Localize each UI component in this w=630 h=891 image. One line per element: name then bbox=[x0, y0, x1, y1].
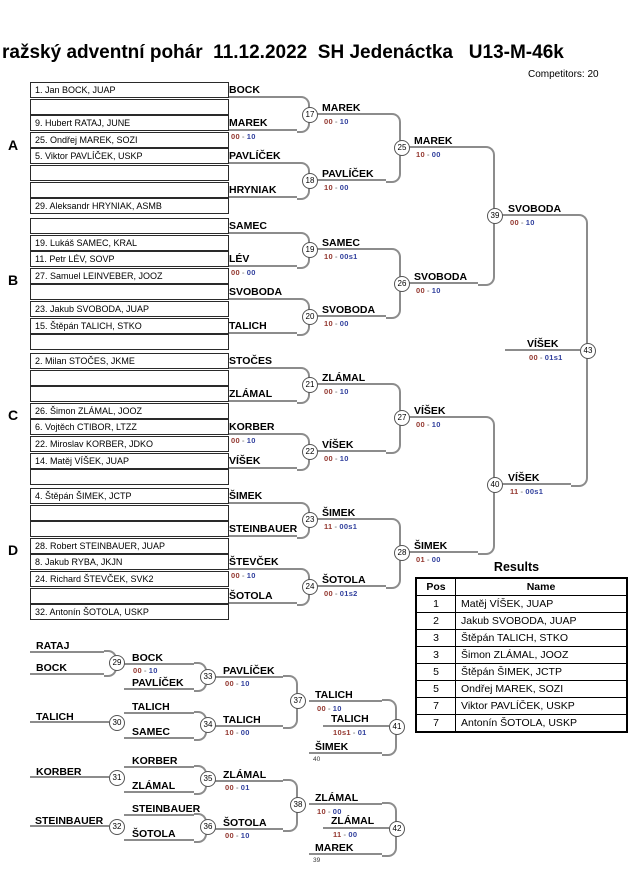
entry-box: 28. Robert STEINBAUER, JUAP bbox=[30, 538, 229, 554]
connector-line bbox=[225, 129, 297, 131]
r1-name: ZLÁMAL bbox=[229, 388, 273, 400]
match-18-winner: PAVLÍČEK bbox=[322, 168, 374, 180]
lb-entry: BOCK bbox=[36, 662, 67, 674]
lb-entry: RATAJ bbox=[36, 640, 70, 652]
match-23-score: 11 - 00s1 bbox=[324, 522, 358, 531]
match-37-score: 00 - 10 bbox=[317, 704, 342, 713]
connector-line bbox=[225, 568, 297, 570]
r1-name: PAVLÍČEK bbox=[229, 150, 281, 162]
r1-score: 00 - 10 bbox=[231, 571, 256, 580]
entry-box bbox=[30, 99, 229, 115]
entry-box bbox=[30, 521, 229, 537]
page-title: ražský adventní pohár 11.12.2022 SH Jedenáctka U13-M-46k bbox=[2, 42, 564, 63]
connector-line bbox=[225, 298, 297, 300]
section-label-a: A bbox=[8, 137, 19, 153]
match-34-circle: 34 bbox=[200, 717, 216, 733]
match-27-winner: VÍŠEK bbox=[414, 405, 446, 417]
entry-box bbox=[30, 334, 229, 350]
connector-elbow bbox=[571, 214, 588, 353]
results-row: 1 Matěj VÍŠEK, JUAP bbox=[416, 596, 627, 613]
entry-box: 6. Vojtěch CTIBOR, LTZZ bbox=[30, 419, 229, 435]
match-19-score: 10 - 00s1 bbox=[324, 252, 358, 261]
match-26-winner: SVOBODA bbox=[414, 271, 468, 283]
results-row: 5 Ondřej MAREK, SOZI bbox=[416, 681, 627, 698]
match-23-circle: 23 bbox=[302, 512, 318, 528]
match-31-winner: KORBER bbox=[132, 755, 178, 767]
entry-box: 23. Jakub SVOBODA, JUAP bbox=[30, 301, 229, 317]
feed-ref: 39 bbox=[313, 857, 321, 864]
match-22-score: 00 - 10 bbox=[324, 454, 349, 463]
match-33-score: 00 - 10 bbox=[225, 679, 250, 688]
match-35-win-label: ZLÁMAL bbox=[223, 769, 267, 781]
match-43-winner: VÍŠEK bbox=[527, 338, 559, 350]
match-23-winner: ŠIMEK bbox=[322, 507, 356, 519]
entry-box: 5. Viktor PAVLÍČEK, USKP bbox=[30, 148, 229, 164]
results-row: 2 Jakub SVOBODA, JUAP bbox=[416, 613, 627, 630]
match-38-circle: 38 bbox=[290, 797, 306, 813]
r1-name: STEINBAUER bbox=[229, 523, 298, 535]
lb-feed-name: SAMEC bbox=[132, 726, 170, 738]
entry-box bbox=[30, 284, 229, 300]
match-21-score: 00 - 10 bbox=[324, 387, 349, 396]
match-42-circle: 42 bbox=[389, 821, 405, 837]
results-title: Results bbox=[493, 560, 540, 574]
match-26-circle: 26 bbox=[394, 276, 410, 292]
connector-elbow bbox=[571, 349, 588, 487]
entry-box: 24. Richard ŠTEVČEK, SVK2 bbox=[30, 571, 229, 587]
entry-box: 11. Petr LÉV, SOVP bbox=[30, 251, 229, 267]
r1-score: 00 - 00 bbox=[231, 268, 256, 277]
match-42-score: 11 - 00 bbox=[333, 830, 358, 839]
match-40-winner: VÍŠEK bbox=[508, 472, 540, 484]
match-31-circle: 31 bbox=[109, 770, 125, 786]
match-28-circle: 28 bbox=[394, 545, 410, 561]
match-20-circle: 20 bbox=[302, 309, 318, 325]
match-27-score: 00 - 10 bbox=[416, 420, 441, 429]
r1-name: TALICH bbox=[229, 320, 267, 332]
r1-name: KORBER bbox=[229, 421, 275, 433]
match-24-score: 00 - 01s2 bbox=[324, 589, 358, 598]
connector-line bbox=[225, 332, 297, 334]
r1-name: HRYNIAK bbox=[229, 184, 277, 196]
lb-entry: KORBER bbox=[36, 766, 82, 778]
match-34-score: 10 - 00 bbox=[225, 728, 250, 737]
entry-box: 27. Samuel LEINVEBER, JOOZ bbox=[30, 268, 229, 284]
match-42-winner: ZLÁMAL bbox=[331, 815, 375, 827]
match-40-circle: 40 bbox=[487, 477, 503, 493]
match-28-score: 01 - 00 bbox=[416, 555, 441, 564]
match-24-circle: 24 bbox=[302, 579, 318, 595]
r1-name: BOCK bbox=[229, 84, 260, 96]
match-30-circle: 30 bbox=[109, 715, 125, 731]
entry-box: 19. Lukáš SAMEC, KRAL bbox=[30, 235, 229, 251]
connector-line bbox=[225, 502, 297, 504]
match-37-circle: 37 bbox=[290, 693, 306, 709]
match-36-win-label: ŠOTOLA bbox=[223, 817, 267, 829]
match-43-circle: 43 bbox=[580, 343, 596, 359]
entry-box bbox=[30, 218, 229, 234]
connector-line bbox=[225, 232, 297, 234]
match-38-score: 10 - 00 bbox=[317, 807, 342, 816]
connector-line bbox=[225, 433, 297, 435]
entry-box bbox=[30, 588, 229, 604]
entry-box: 15. Štěpán TALICH, STKO bbox=[30, 318, 229, 334]
lb-feed-name: PAVLÍČEK bbox=[132, 677, 184, 689]
connector-line bbox=[225, 602, 297, 604]
match-17-circle: 17 bbox=[302, 107, 318, 123]
match-19-winner: SAMEC bbox=[322, 237, 360, 249]
match-30-winner: TALICH bbox=[132, 701, 170, 713]
r1-score: 00 - 10 bbox=[231, 436, 256, 445]
match-22-winner: VÍŠEK bbox=[322, 439, 354, 451]
match-40-score: 11 - 00s1 bbox=[510, 487, 544, 496]
match-17-winner: MAREK bbox=[322, 102, 361, 114]
entry-box: 29. Aleksandr HRYNIAK, ASMB bbox=[30, 198, 229, 214]
entry-box: 14. Matěj VÍŠEK, JUAP bbox=[30, 453, 229, 469]
section-label-b: B bbox=[8, 272, 19, 288]
r1-name: STOČES bbox=[229, 355, 272, 367]
feed-ref: 40 bbox=[313, 756, 321, 763]
match-41-winner: TALICH bbox=[331, 713, 369, 725]
r1-name: SVOBODA bbox=[229, 286, 283, 298]
r1-name: MAREK bbox=[229, 117, 268, 129]
entry-box: 2. Milan STOČES, JKME bbox=[30, 353, 229, 369]
entry-box bbox=[30, 469, 229, 485]
match-20-score: 10 - 00 bbox=[324, 319, 349, 328]
connector-elbow bbox=[478, 483, 495, 555]
match-36-score: 00 - 10 bbox=[225, 831, 250, 840]
results-row: 7 Antonín ŠOTOLA, USKP bbox=[416, 715, 627, 733]
r1-score: 00 - 10 bbox=[231, 132, 256, 141]
match-29-score: 00 - 10 bbox=[133, 666, 158, 675]
r1-name: ŠTEVČEK bbox=[229, 556, 279, 568]
results-col-name: Name bbox=[456, 578, 628, 596]
results-table bbox=[415, 577, 628, 733]
entry-box bbox=[30, 165, 229, 181]
lb-feed-name: ŠIMEK bbox=[315, 741, 349, 753]
entry-box: 4. Štěpán ŠIMEK, JCTP bbox=[30, 488, 229, 504]
match-17-score: 00 - 10 bbox=[324, 117, 349, 126]
match-25-score: 10 - 00 bbox=[416, 150, 441, 159]
match-37-winner: TALICH bbox=[315, 689, 353, 701]
results-header-row bbox=[416, 578, 627, 596]
connector-line bbox=[323, 827, 389, 829]
match-34-win-label: TALICH bbox=[223, 714, 261, 726]
connector-line bbox=[225, 162, 297, 164]
entry-box: 9. Hubert RATAJ, JUNE bbox=[30, 115, 229, 131]
match-18-circle: 18 bbox=[302, 173, 318, 189]
entry-box: 8. Jakub RYBA, JKJN bbox=[30, 554, 229, 570]
match-28-winner: ŠIMEK bbox=[414, 540, 448, 552]
results-col-pos: Pos bbox=[416, 578, 456, 596]
results-row: 3 Štěpán TALICH, STKO bbox=[416, 630, 627, 647]
match-35-circle: 35 bbox=[200, 771, 216, 787]
entry-box: 32. Antonín ŠOTOLA, USKP bbox=[30, 604, 229, 620]
connector-line bbox=[225, 467, 297, 469]
connector-line bbox=[323, 725, 389, 727]
match-33-win-label: PAVLÍČEK bbox=[223, 665, 275, 677]
match-33-circle: 33 bbox=[200, 669, 216, 685]
lb-feed-name: ZLÁMAL bbox=[132, 780, 176, 792]
entry-box: 1. Jan BOCK, JUAP bbox=[30, 82, 229, 98]
match-22-circle: 22 bbox=[302, 444, 318, 460]
match-29-winner: BOCK bbox=[132, 652, 163, 664]
connector-line bbox=[225, 400, 297, 402]
results-row: 5 Štěpán ŠIMEK, JCTP bbox=[416, 664, 627, 681]
section-label-c: C bbox=[8, 407, 19, 423]
entry-box bbox=[30, 505, 229, 521]
r1-name: ŠIMEK bbox=[229, 490, 263, 502]
match-19-circle: 19 bbox=[302, 242, 318, 258]
match-18-score: 10 - 00 bbox=[324, 183, 349, 192]
connector-line bbox=[225, 367, 297, 369]
entry-box bbox=[30, 386, 229, 402]
match-26-score: 00 - 10 bbox=[416, 286, 441, 295]
match-24-winner: ŠOTOLA bbox=[322, 574, 366, 586]
entry-box: 25. Ondřej MAREK, SOZI bbox=[30, 132, 229, 148]
match-29-circle: 29 bbox=[109, 655, 125, 671]
match-39-circle: 39 bbox=[487, 208, 503, 224]
match-35-score: 00 - 01 bbox=[225, 783, 250, 792]
match-39-score: 00 - 10 bbox=[510, 218, 535, 227]
match-25-winner: MAREK bbox=[414, 135, 453, 147]
entry-box: 22. Miroslav KORBER, JDKO bbox=[30, 436, 229, 452]
match-41-score: 10s1 - 01 bbox=[333, 728, 367, 737]
connector-line bbox=[225, 265, 297, 267]
r1-name: SAMEC bbox=[229, 220, 267, 232]
match-36-circle: 36 bbox=[200, 819, 216, 835]
match-20-winner: SVOBODA bbox=[322, 304, 376, 316]
lb-feed-name: ŠOTOLA bbox=[132, 828, 176, 840]
results-row: 7 Viktor PAVLÍČEK, USKP bbox=[416, 698, 627, 715]
match-41-circle: 41 bbox=[389, 719, 405, 735]
connector-line bbox=[225, 96, 297, 98]
match-32-winner: STEINBAUER bbox=[132, 803, 201, 815]
competitors-count: Competitors: 20 bbox=[528, 69, 599, 80]
r1-name: ŠOTOLA bbox=[229, 590, 273, 602]
r1-name: VÍŠEK bbox=[229, 455, 261, 467]
match-39-winner: SVOBODA bbox=[508, 203, 562, 215]
entry-box bbox=[30, 370, 229, 386]
connector-elbow bbox=[478, 214, 495, 286]
connector-line bbox=[225, 535, 297, 537]
lb-entry: STEINBAUER bbox=[35, 815, 104, 827]
r1-name: LÉV bbox=[229, 253, 250, 265]
results-row: 3 Šimon ZLÁMAL, JOOZ bbox=[416, 647, 627, 664]
match-32-circle: 32 bbox=[109, 819, 125, 835]
match-25-circle: 25 bbox=[394, 140, 410, 156]
match-38-winner: ZLÁMAL bbox=[315, 792, 359, 804]
match-43-score: 00 - 01s1 bbox=[529, 353, 563, 362]
section-label-d: D bbox=[8, 542, 19, 558]
match-27-circle: 27 bbox=[394, 410, 410, 426]
lb-entry: TALICH bbox=[36, 711, 74, 723]
match-21-circle: 21 bbox=[302, 377, 318, 393]
entry-box: 26. Šimon ZLÁMAL, JOOZ bbox=[30, 403, 229, 419]
connector-line bbox=[225, 196, 297, 198]
lb-feed-name: MAREK bbox=[315, 842, 354, 854]
entry-box bbox=[30, 182, 229, 198]
match-21-winner: ZLÁMAL bbox=[322, 372, 366, 384]
